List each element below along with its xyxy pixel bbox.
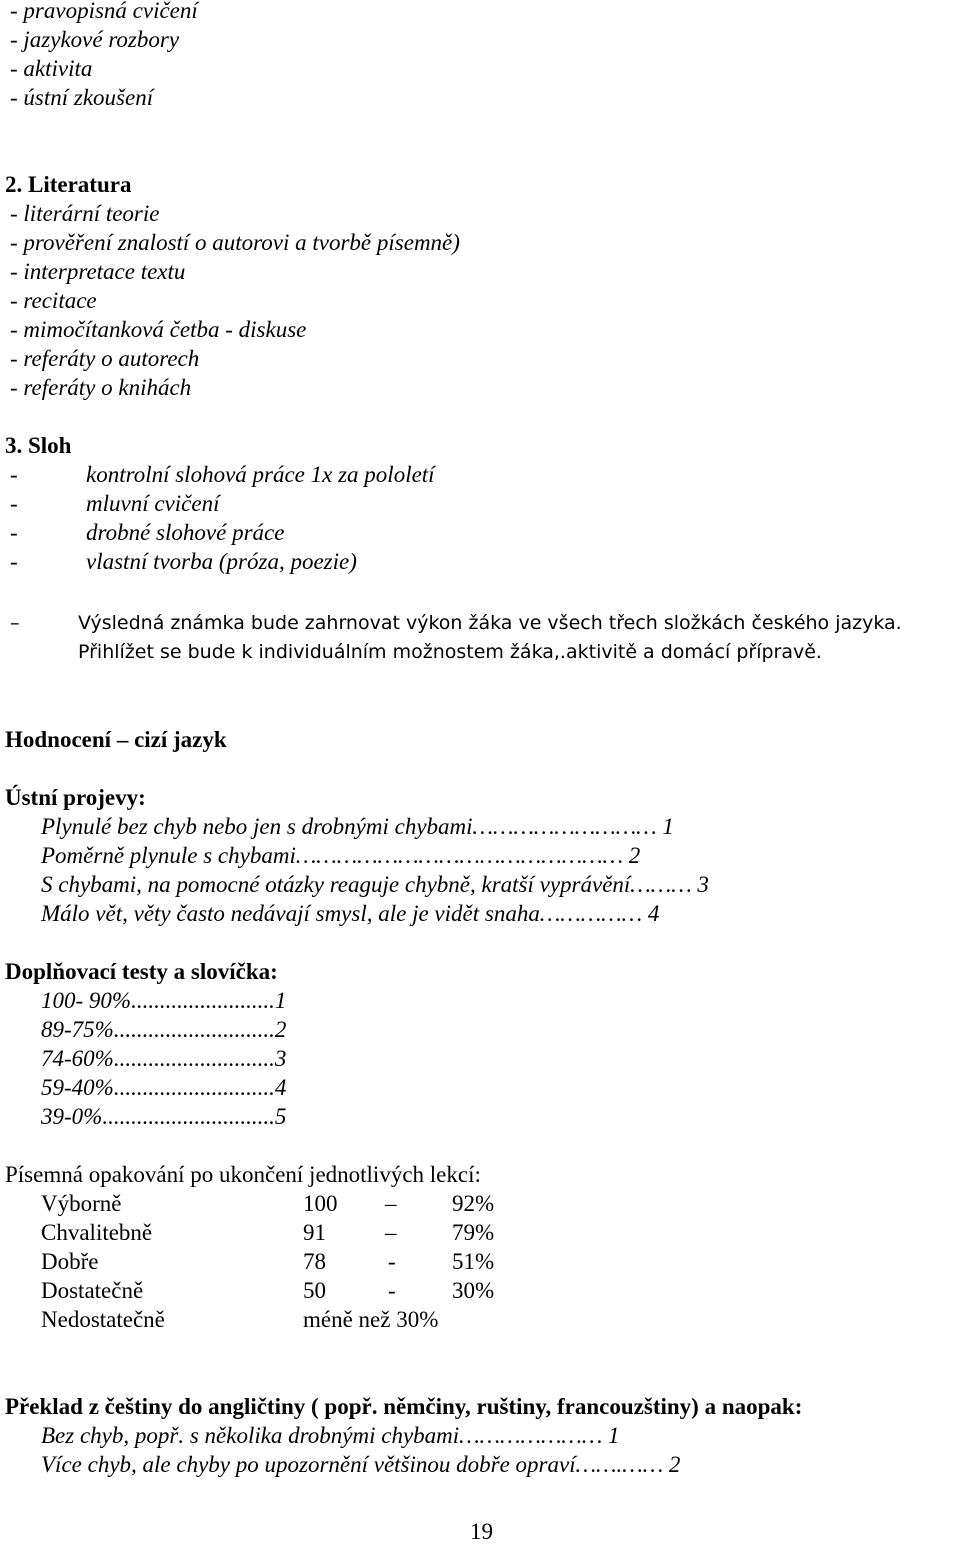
grade-to: 30% (452, 1278, 495, 1303)
grade-from: 91 (303, 1220, 326, 1245)
list-item: - pravopisná cvičení (10, 0, 198, 23)
list-item: vlastní tvorba (próza, poezie) (86, 549, 357, 574)
grade-to: 51% (452, 1249, 495, 1274)
score-row: Poměrně plynule s chybami………………………………………… 2 (41, 843, 641, 868)
list-item: - referáty o knihách (10, 375, 192, 400)
grade-to: 79% (452, 1220, 495, 1245)
subheading-preklad: Překlad z češtiny do angličtiny ( popř. němčiny, ruštiny, francouzštiny) a naopak: (5, 1394, 803, 1419)
list-item: kontrolní slohová práce 1x za pololetí (86, 462, 435, 487)
score-row: Bez chyb, popř. s několika drobnými chybami………………… 1 (41, 1423, 620, 1448)
list-bullet: - (10, 549, 18, 574)
subheading-doplnovaci: Doplňovací testy a slovíčka: (5, 959, 278, 984)
grade-name: Chvalitebně (41, 1220, 153, 1245)
list-item: - ústní zkoušení (10, 85, 154, 110)
score-row: S chybami, na pomocné otázky reaguje chybně, kratší vyprávění……… 3 (41, 872, 709, 897)
list-bullet: - (10, 462, 18, 487)
grade-sep: - (388, 1278, 396, 1303)
subheading-ustni-text: Ústní projevy: (5, 785, 146, 810)
grade-from: 50 (303, 1278, 326, 1303)
grade-from: méně než 30% (303, 1307, 439, 1332)
score-row: Málo vět, věty často nedávají smysl, ale je vidět snaha…………… 4 (41, 901, 660, 926)
grade-name: Výborně (41, 1191, 122, 1216)
list-item: - literární teorie (10, 201, 160, 226)
list-item: - jazykové rozbory (10, 27, 180, 52)
section-heading-cizi-jazyk: Hodnocení – cizí jazyk (5, 727, 227, 752)
score-row: Více chyb, ale chyby po upozornění většinou dobře opraví…….…… 2 (41, 1452, 681, 1477)
list-item: - mimočítanková četba - diskuse (10, 317, 307, 342)
grade-name: Dobře (41, 1249, 99, 1274)
section-heading-sloh: 3. Sloh (5, 433, 72, 458)
grade-from: 100 (303, 1191, 338, 1216)
subheading-ustni (5, 783, 146, 812)
grade-name: Nedostatečně (41, 1307, 165, 1332)
note-dash: – (10, 612, 20, 634)
grade-to: 92% (452, 1191, 495, 1216)
score-row: Plynulé bez chyb nebo jen s drobnými chybami……………………… 1 (41, 814, 674, 839)
note-line-2: Přihlížet se bude k individuálním možnostem žáka,.aktivitě a domácí přípravě. (78, 641, 822, 663)
score-row: 74-60%............................3 (41, 1046, 287, 1071)
list-bullet: - (10, 491, 18, 516)
note-line-1: Výsledná známka bude zahrnovat výkon žáka ve všech třech složkách českého jazyka. (78, 612, 902, 634)
grade-sep: – (385, 1191, 397, 1216)
grade-name: Dostatečně (41, 1278, 144, 1303)
list-bullet: - (10, 520, 18, 545)
page-number: 19 (470, 1519, 493, 1544)
subheading-pisemna: Písemná opakování po ukončení jednotlivých lekcí: (5, 1162, 481, 1187)
grade-sep: - (388, 1249, 396, 1274)
list-item: - recitace (10, 288, 97, 313)
grade-from: 78 (303, 1249, 326, 1274)
list-item: drobné slohové práce (86, 520, 285, 545)
list-item: - prověření znalostí o autorovi a tvorbě písemně) (10, 230, 460, 255)
list-item: - aktivita (10, 56, 93, 81)
score-row: 89-75%............................2 (41, 1017, 287, 1042)
list-item: - interpretace textu (10, 259, 186, 284)
list-item: - referáty o autorech (10, 346, 200, 371)
grade-sep: – (385, 1220, 397, 1245)
list-item: mluvní cvičení (86, 491, 220, 516)
score-row: 100- 90%.........................1 (41, 988, 287, 1013)
score-row: 59-40%............................4 (41, 1075, 287, 1100)
section-heading-literatura: 2. Literatura (5, 172, 132, 197)
score-row: 39-0%..............................5 (41, 1104, 287, 1129)
